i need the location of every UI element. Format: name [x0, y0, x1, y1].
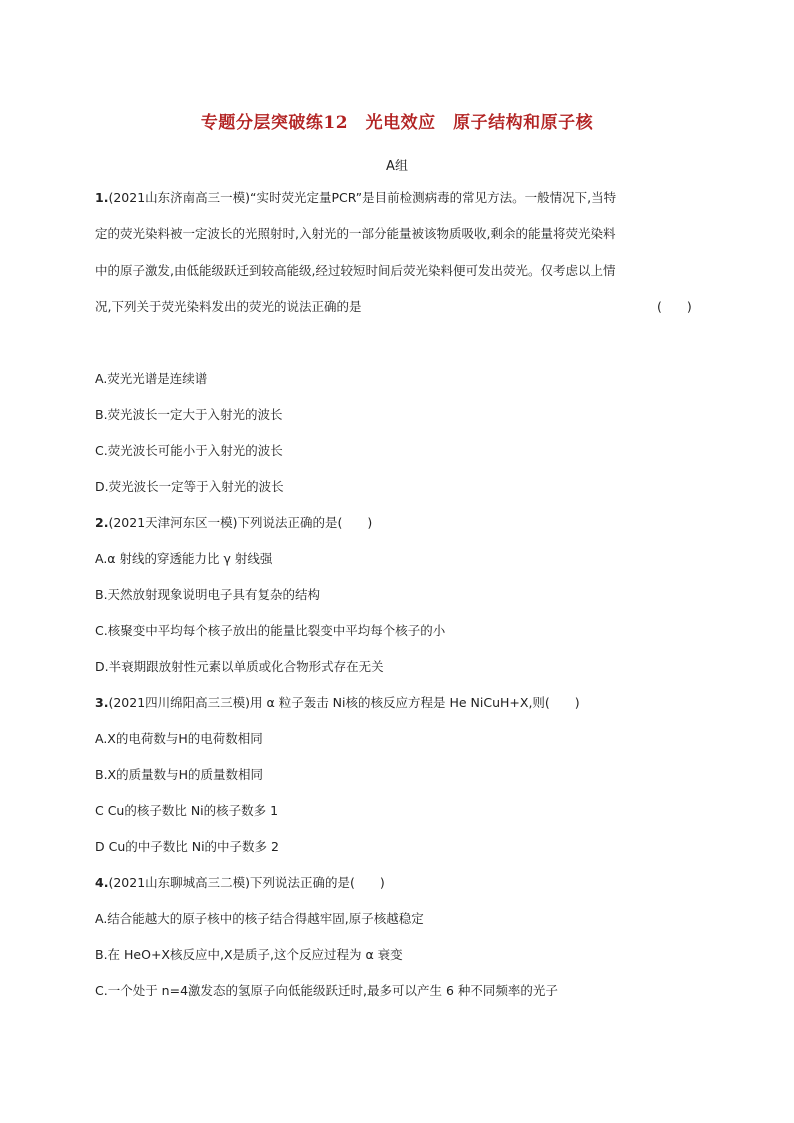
q1-option-b: B.荧光波长一定大于入射光的波长: [95, 407, 283, 422]
q1-stem-line-1: 1.(2021山东济南高三一模)“实时荧光定量PCR”是目前检测病毒的常见方法。一般情况下,当特: [95, 190, 617, 205]
q4-option-c: C.一个处于 n=4激发态的氢原子向低能级跃迁时,最多可以产生 6 种不同频率的光子: [95, 983, 558, 998]
q3-option-b: B.X的质量数与H的质量数相同: [95, 767, 264, 782]
q1-option-d: D.荧光波长一定等于入射光的波长: [95, 479, 284, 494]
q1-stem-line-2: 定的荧光染料被一定波长的光照射时,入射光的一部分能量被该物质吸收,剩余的能量将荧光染料: [95, 226, 616, 241]
q3-number: 3.: [95, 695, 109, 710]
q2-option-b: B.天然放射现象说明电子具有复杂的结构: [95, 587, 321, 602]
q4-option-b: B.在 HeO+X核反应中,X是质子,这个反应过程为 α 衰变: [95, 947, 403, 962]
page-title: 专题分层突破练12 光电效应 原子结构和原子核: [200, 113, 594, 133]
q1-option-c: C.荧光波长可能小于入射光的波长: [95, 443, 283, 458]
q4-option-a: A.结合能越大的原子核中的核子结合得越牢固,原子核越稳定: [95, 911, 424, 926]
q1-stem-line-3: 中的原子激发,由低能级跃迁到较高能级,经过较短时间后荧光染料便可发出荧光。仅考虑以上情: [95, 263, 616, 278]
q2-option-c: C.核聚变中平均每个核子放出的能量比裂变中平均每个核子的小: [95, 623, 446, 638]
q3-option-d: D Cu的中子数比 Ni的中子数多 2: [95, 839, 279, 854]
group-label: A组: [386, 159, 408, 174]
q2-number: 2.: [95, 515, 109, 530]
q1-stem-line-4: 况,下列关于荧光染料发出的荧光的说法正确的是: [95, 299, 362, 314]
q4-stem: 4.(2021山东聊城高三二模)下列说法正确的是( ): [95, 875, 385, 890]
q2-stem: 2.(2021天津河东区一模)下列说法正确的是( ): [95, 515, 373, 530]
q2-option-d: D.半衰期跟放射性元素以单质或化合物形式存在无关: [95, 659, 384, 674]
q1-answer-paren: ( ): [657, 299, 692, 314]
q3-stem: 3.(2021四川绵阳高三三模)用 α 粒子轰击 Ni核的核反应方程是 He NiCuH+X,则( ): [95, 695, 580, 710]
q4-number: 4.: [95, 875, 109, 890]
q2-option-a: A.α 射线的穿透能力比 γ 射线强: [95, 551, 273, 566]
q3-option-a: A.X的电荷数与H的电荷数相同: [95, 731, 263, 746]
q1-option-a: A.荧光光谱是连续谱: [95, 371, 208, 386]
q1-number: 1.: [95, 190, 109, 205]
q3-option-c: C Cu的核子数比 Ni的核子数多 1: [95, 803, 279, 818]
